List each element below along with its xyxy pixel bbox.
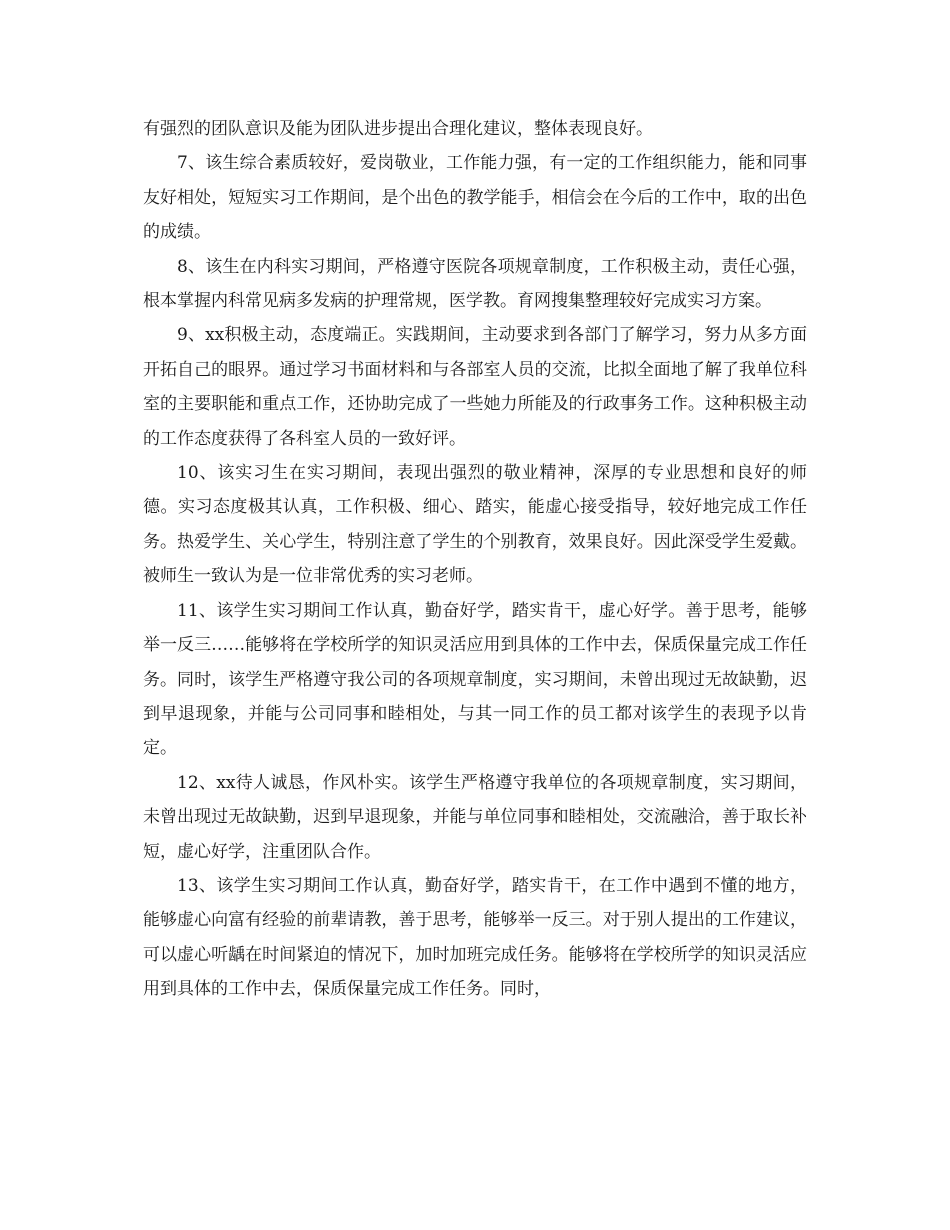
document-body bbox=[143, 112, 807, 1007]
paragraph-item-13: 13、该学生实习期间工作认真，勤奋好学，踏实肯干，在工作中遇到不懂的地方，能够虚心向富有经验的前辈请教，善于思考，能够举一反三。对于别人提出的工作建议，可以虚心听龋在时间紧迫的情况下，加时加班完成任务。能够将在学校所学的知识灵活应用到具体的工作中去，保质保量完成工作任务。同时， bbox=[143, 875, 807, 1000]
paragraph-continuation: 有强烈的团队意识及能为团队进步提出合理化建议，整体表现良好。 bbox=[143, 119, 653, 139]
paragraph-item-8: 8、该生在内科实习期间，严格遵守医院各项规章制度，工作积极主动，责任心强，根本掌握内科常见病多发病的护理常规，医学教。育网搜集整理较好完成实习方案。 bbox=[143, 256, 807, 312]
paragraph-item-9: 9、xx积极主动，态度端正。实践期间，主动要求到各部门了解学习，努力从多方面开拓自己的眼界。通过学习书面材料和与各部室人员的交流，比拟全面地了解了我单位科室的主要职能和重点工作，还协助完成了一些她力所能及的行政事务工作。这种积极主动的工作态度获得了各科室人员的一致好评。 bbox=[143, 325, 807, 449]
paragraph-item-10: 10、该实习生在实习期间，表现出强烈的敬业精神，深厚的专业思想和良好的师德。实习态度极其认真，工作积极、细心、踏实，能虚心接受指导，较好地完成工作任务。热爱学生、关心学生，特别注意了学生的个别教育，效果良好。因此深受学生爱戴。被师生一致认为是一位非常优秀的实习老师。 bbox=[143, 463, 807, 587]
paragraph-item-12: 12、xx待人诚恳，作风朴实。该学生严格遵守我单位的各项规章制度，实习期间，未曾出现过无故缺勤，迟到早退现象，并能与单位同事和睦相处，交流融洽，善于取长补短，虚心好学，注重团队合作。 bbox=[143, 772, 807, 862]
paragraph-item-11: 11、该学生实习期间工作认真，勤奋好学，踏实肯干，虚心好学。善于思考，能够举一反三……能够将在学校所学的知识灵活应用到具体的工作中去，保质保量完成工作任务。同时，该学生严格遵守我公司的各项规章制度，实习期间，未曾出现过无故缺勤，迟到早退现象，并能与公司同事和睦相处，与其一同工作的员工都对该学生的表现予以肯定。 bbox=[143, 600, 807, 759]
paragraph-item-7: 7、该生综合素质较好，爱岗敬业，工作能力强，有一定的工作组织能力，能和同事友好相处，短短实习工作期间，是个出色的教学能手，相信会在今后的工作中，取的出色的成绩。 bbox=[143, 153, 807, 243]
